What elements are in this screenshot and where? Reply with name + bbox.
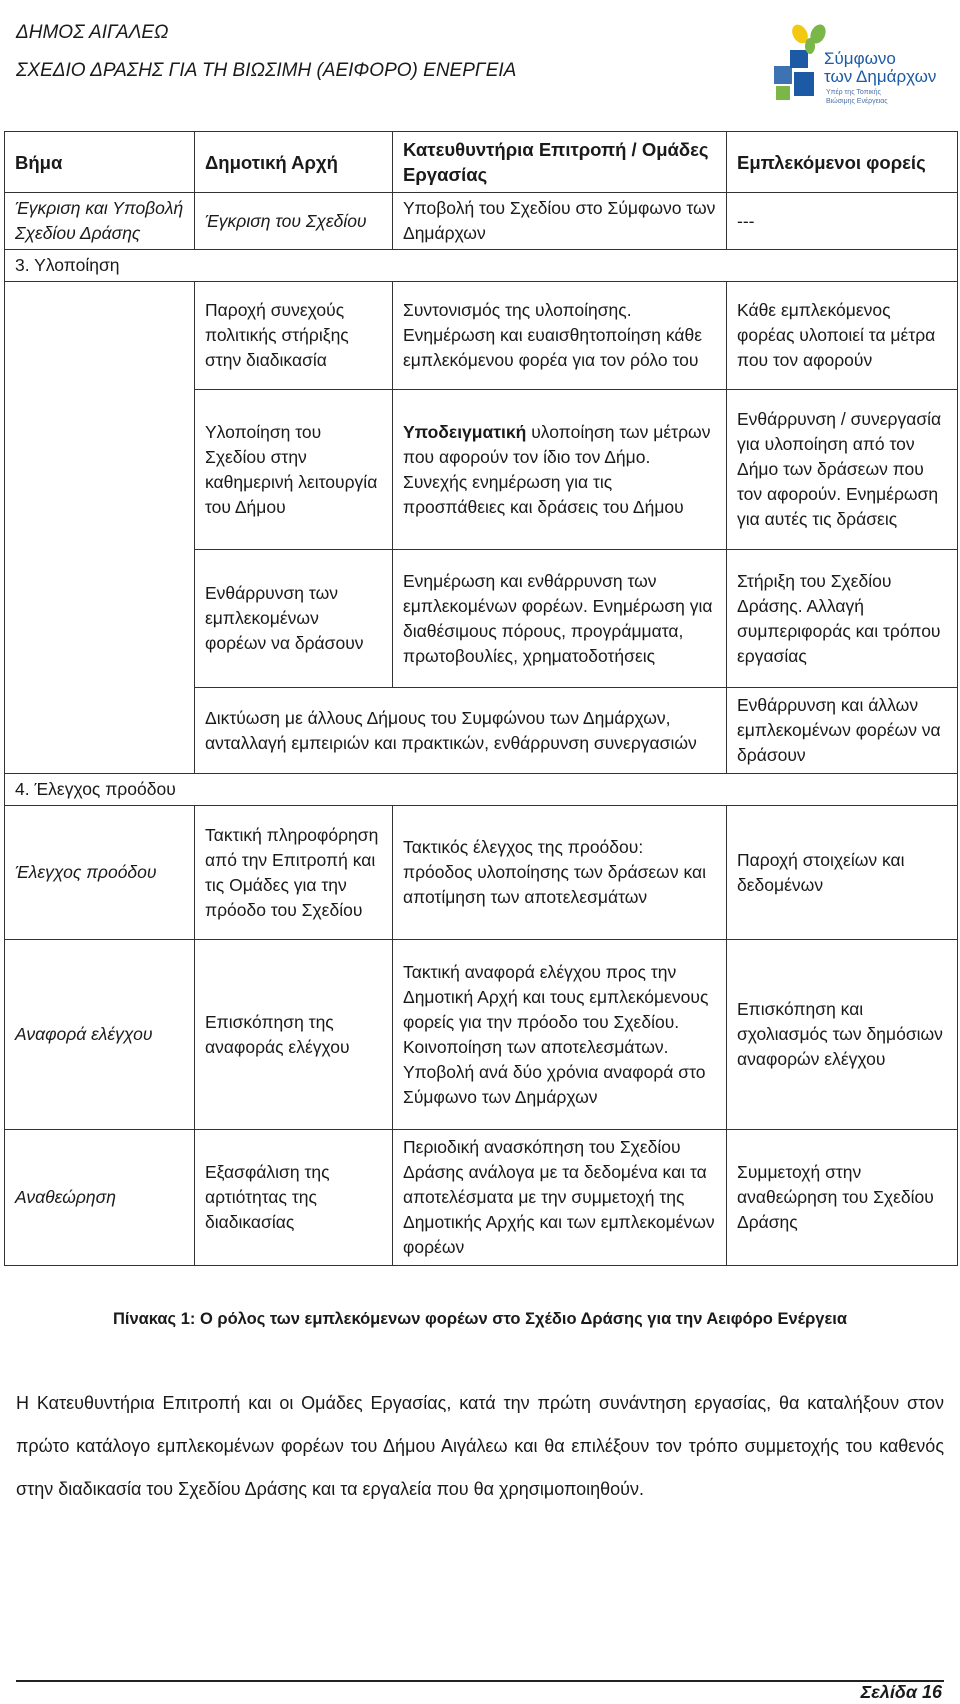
authority-cell: Τακτική πληροφόρηση από την Επιτροπή και τις Ομάδες για την πρόοδο του Σχεδίου: [195, 806, 393, 940]
logo-text-2: των Δημάρχων: [824, 67, 937, 86]
roles-table: [4, 131, 958, 1266]
actors-cell: Κάθε εμπλεκόμενος φορέας υλοποιεί τα μέτρα που τον αφορούν: [727, 282, 958, 390]
logo-square-2: [774, 66, 792, 84]
committee-cell: Τακτική αναφορά ελέγχου προς την Δημοτική Αρχή και τους εμπλεκόμενους φορείς για την πρόοδο του Σχεδίου. Κοινοποίηση των αποτελεσμάτων. Υποβολή ανά δύο χρόνια αναφορά στο Σύμφωνο των Δημάρχων: [393, 940, 727, 1130]
step-cell: Έγκριση και Υποβολή Σχεδίου Δράσης: [5, 193, 195, 250]
body-paragraph: Η Κατευθυντήρια Επιτροπή και οι Ομάδες Εργασίας, κατά την πρώτη συνάντηση εργασίας, θα καταλήξουν στον πρώτο κατάλογο εμπλεκομένων φορέων του Δήμου Αιγάλεω και θα επιλέξουν τον τρόπο συμμετοχής του καθενός στην διαδικασία του Σχεδίου Δράσης και τα εργαλεία που θα χρησιμοποιηθούν.: [16, 1393, 944, 1499]
actors-cell: Παροχή στοιχείων και δεδομένων: [727, 806, 958, 940]
step-cell: Έλεγχος προόδου: [5, 806, 195, 940]
table-row: [5, 806, 958, 940]
authority-cell: Ενθάρρυνση των εμπλεκομένων φορέων να δράσουν: [195, 550, 393, 688]
step-cell-empty: [5, 282, 195, 774]
page-header: [16, 20, 944, 110]
logo-leaf-3: [805, 38, 815, 54]
authority-cell: Εξασφάλιση της αρτιότητας της διαδικασίας: [195, 1130, 393, 1266]
committee-cell: Περιοδική ανασκόπηση του Σχεδίου Δράσης ανάλογα με τα δεδομένα και τα αποτελέσματα με την συμμετοχή της Δημοτικής Αρχής και των εμπλεκομένων φορέων: [393, 1130, 727, 1266]
authority-cell: Έγκριση του Σχεδίου: [195, 193, 393, 250]
actors-cell: Ενθάρρυνση / συνεργασία για υλοποίηση από τον Δήμο των δράσεων που τον αφορούν. Ενημέρωση για αυτές τις δράσεις: [727, 390, 958, 550]
actors-cell: Ενθάρρυνση και άλλων εμπλεκομένων φορέων να δράσουν: [727, 688, 958, 774]
table-header-row: [5, 132, 958, 193]
logo-square-3: [794, 72, 814, 96]
committee-cell: Ενημέρωση και ενθάρρυνση των εμπλεκομένων φορέων. Ενημέρωση για διαθέσιμους πόρους, προγράμματα, πρωτοβουλίες, χρηματοδοτήσεις: [393, 550, 727, 688]
logo-square-1: [790, 50, 808, 68]
municipality-name: ΔΗΜΟΣ ΑΙΓΑΛΕΩ: [16, 22, 169, 43]
committee-text: υλοποίηση των μέτρων που αφορούν τον ίδιο τον Δήμο. Συνεχής ενημέρωση για τις προσπάθειες και δράσεις του Δήμου: [403, 421, 711, 517]
page-number: Σελίδα 16: [860, 1682, 942, 1702]
table-caption: Πίνακας 1: Ο ρόλος των εμπλεκόμενων φορέων στο Σχέδιο Δράσης για την Αειφόρο Ενέργεια: [112, 1310, 848, 1328]
table-row: [5, 1130, 958, 1266]
header-step: Βήμα: [5, 132, 195, 193]
committee-cell: [393, 390, 727, 550]
plan-title: ΣΧΕΔΙΟ ΔΡΑΣΗΣ ΓΙΑ ΤΗ ΒΙΩΣΙΜΗ (ΑΕΙΦΟΡΟ) ΕΝΕΡΓΕΙΑ: [16, 60, 517, 81]
actors-cell: ---: [727, 193, 958, 250]
step-cell: Αναθεώρηση: [5, 1130, 195, 1266]
authority-cell: Παροχή συνεχούς πολιτικής στήριξης στην διαδικασία: [195, 282, 393, 390]
committee-emphasis: Υποδειγματική: [403, 421, 527, 442]
covenant-of-mayors-logo: [768, 20, 944, 106]
section-row: [5, 250, 958, 282]
table-row: [5, 940, 958, 1130]
table-row: [5, 193, 958, 250]
authority-cell: Υλοποίηση του Σχεδίου στην καθημερινή λειτουργία του Δήμου: [195, 390, 393, 550]
authority-cell: Επισκόπηση της αναφοράς ελέγχου: [195, 940, 393, 1130]
footer-divider: [16, 1680, 944, 1682]
table-row: [5, 282, 958, 390]
section-row: [5, 774, 958, 806]
header-involved-actors: Εμπλεκόμενοι φορείς: [727, 132, 958, 193]
section-implementation: 3. Υλοποίηση: [5, 250, 958, 282]
networking-cell: Δικτύωση με άλλους Δήμους του Συμφώνου των Δημάρχων, ανταλλαγή εμπειριών και πρακτικών, ενθάρρυνση συνεργασιών: [195, 688, 727, 774]
header-municipal-authority: Δημοτική Αρχή: [195, 132, 393, 193]
section-monitoring: 4. Έλεγχος προόδου: [5, 774, 958, 806]
logo-square-4: [776, 86, 790, 100]
actors-cell: Συμμετοχή στην αναθεώρηση του Σχεδίου Δράσης: [727, 1130, 958, 1266]
step-cell: Αναφορά ελέγχου: [5, 940, 195, 1130]
logo-text-1: Σύμφωνο: [824, 49, 896, 68]
committee-cell: Συντονισμός της υλοποίησης. Ενημέρωση και ευαισθητοποίηση κάθε εμπλεκόμενου φορέα για τον ρόλο του: [393, 282, 727, 390]
committee-cell: Υποβολή του Σχεδίου στο Σύμφωνο των Δημάρχων: [393, 193, 727, 250]
header-steering-committee: Κατευθυντήρια Επιτροπή / Ομάδες Εργασίας: [393, 132, 727, 193]
actors-cell: Στήριξη του Σχεδίου Δράσης. Αλλαγή συμπεριφοράς και τρόπου εργασίας: [727, 550, 958, 688]
logo-tagline-1: Υπέρ της Τοπικής: [826, 89, 881, 96]
actors-cell: Επισκόπηση και σχολιασμός των δημόσιων αναφορών ελέγχου: [727, 940, 958, 1130]
logo-tagline-2: Βιώσιμης Ενέργειας: [826, 98, 888, 105]
committee-cell: Τακτικός έλεγχος της προόδου: πρόοδος υλοποίησης των δράσεων και αποτίμηση των αποτελεσμάτων: [393, 806, 727, 940]
